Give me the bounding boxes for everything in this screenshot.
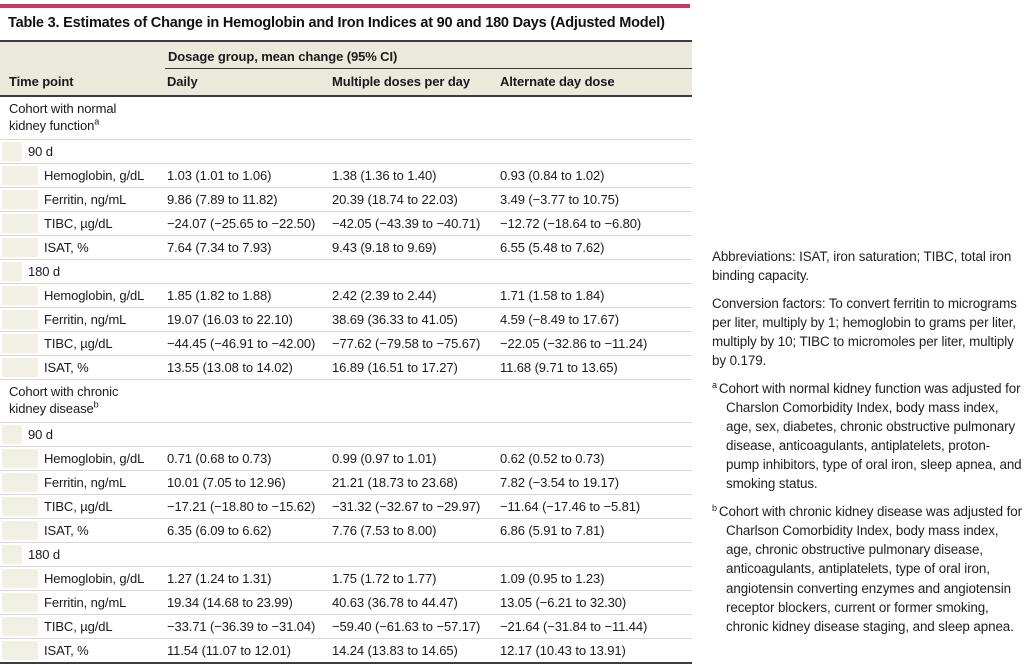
value-cell: 1.38 (1.36 to 1.40) xyxy=(330,163,498,187)
value-cell: 40.63 (36.78 to 44.47) xyxy=(330,590,498,614)
footnote-b-marker: b xyxy=(712,502,717,513)
timepoint-cell: 90 d xyxy=(0,139,692,163)
value-cell: −21.64 (−31.84 to −11.44) xyxy=(498,614,692,638)
value-cell: 2.42 (2.39 to 2.44) xyxy=(330,283,498,307)
table-row-metric xyxy=(0,283,692,307)
metric-label-cell: ISAT, % xyxy=(0,355,165,379)
column-header-daily: Daily xyxy=(165,69,330,97)
value-cell: 0.93 (0.84 to 1.02) xyxy=(498,163,692,187)
table-header xyxy=(0,41,692,96)
table-row-section xyxy=(0,96,692,139)
table-row-time xyxy=(0,259,692,283)
value-cell: −17.21 (−18.80 to −15.62) xyxy=(165,494,330,518)
table-title: Table 3. Estimates of Change in Hemoglobin and Iron Indices at 90 and 180 Days (Adjusted Model) xyxy=(8,15,665,31)
value-cell: 1.71 (1.58 to 1.84) xyxy=(498,283,692,307)
value-cell: 0.62 (0.52 to 0.73) xyxy=(498,446,692,470)
value-cell: 10.01 (7.05 to 12.96) xyxy=(165,470,330,494)
abbreviations-note: Abbreviations: ISAT, iron saturation; TIBC, total iron binding capacity. xyxy=(712,249,1012,284)
header-spacer-cell xyxy=(0,41,165,69)
value-cell: 13.05 (−6.21 to 32.30) xyxy=(498,590,692,614)
metric-label-cell: ISAT, % xyxy=(0,518,165,542)
value-cell: −22.05 (−32.86 to −11.24) xyxy=(498,331,692,355)
metric-label-cell: TIBC, µg/dL xyxy=(0,331,165,355)
footnote-a xyxy=(712,379,1022,493)
metric-label-cell: ISAT, % xyxy=(0,235,165,259)
table-row-metric xyxy=(0,446,692,470)
timepoint-cell: 180 d xyxy=(0,259,692,283)
value-cell: −44.45 (−46.91 to −42.00) xyxy=(165,331,330,355)
table-row-metric xyxy=(0,518,692,542)
column-header-row xyxy=(0,69,692,97)
value-cell: −11.64 (−17.46 to −5.81) xyxy=(498,494,692,518)
table-row-metric xyxy=(0,590,692,614)
value-cell: 7.64 (7.34 to 7.93) xyxy=(165,235,330,259)
value-cell: 13.55 (13.08 to 14.02) xyxy=(165,355,330,379)
table-row-metric xyxy=(0,638,692,663)
value-cell: 38.69 (36.33 to 41.05) xyxy=(330,307,498,331)
value-cell: 20.39 (18.74 to 22.03) xyxy=(330,187,498,211)
section-footnote-marker: a xyxy=(94,116,100,127)
metric-label-cell: Ferritin, ng/mL xyxy=(0,590,165,614)
column-header-multiple-doses: Multiple doses per day xyxy=(330,69,498,97)
table-row-section xyxy=(0,379,692,422)
timepoint-cell: 90 d xyxy=(0,422,692,446)
value-cell: 6.55 (5.48 to 7.62) xyxy=(498,235,692,259)
value-cell: −42.05 (−43.39 to −40.71) xyxy=(330,211,498,235)
table-row-metric xyxy=(0,331,692,355)
value-cell: 1.75 (1.72 to 1.77) xyxy=(330,566,498,590)
group-header-row xyxy=(0,41,692,69)
accent-bar xyxy=(0,4,690,8)
table-row-metric xyxy=(0,566,692,590)
value-cell: −31.32 (−32.67 to −29.97) xyxy=(330,494,498,518)
footnotes xyxy=(712,247,1022,645)
metric-label-cell: ISAT, % xyxy=(0,638,165,663)
data-table xyxy=(0,40,692,664)
metric-label-cell: Hemoglobin, g/dL xyxy=(0,566,165,590)
footnote-b-text: Cohort with chronic kidney disease was adjusted for Charlson Comorbidity Index, body mass index, age, chronic obstructive pulmonary disease, anticoagulants, antiplatelets, type of oral iron, angiotensin converting enzymes and angiotensin receptor blockers, current or former smoking, chronic kidney disease staging, and sleep apnea. xyxy=(718,504,1022,634)
column-header-alternate-day: Alternate day dose xyxy=(498,69,692,97)
table-row-metric xyxy=(0,235,692,259)
section-label: Cohort with chronic kidney disease$^b$ xyxy=(9,383,119,416)
value-cell: 11.68 (9.71 to 13.65) xyxy=(498,355,692,379)
table-row-metric xyxy=(0,187,692,211)
metric-label-cell: TIBC, µg/dL xyxy=(0,614,165,638)
table-row-time xyxy=(0,422,692,446)
value-cell: −77.62 (−79.58 to −75.67) xyxy=(330,331,498,355)
section-cell xyxy=(0,96,692,139)
value-cell: −59.40 (−61.63 to −57.17) xyxy=(330,614,498,638)
table-row-time xyxy=(0,542,692,566)
value-cell: 14.24 (13.83 to 14.65) xyxy=(330,638,498,663)
value-cell: 1.09 (0.95 to 1.23) xyxy=(498,566,692,590)
metric-label-cell: TIBC, µg/dL xyxy=(0,494,165,518)
metric-label-cell: Ferritin, ng/mL xyxy=(0,470,165,494)
value-cell: 7.76 (7.53 to 8.00) xyxy=(330,518,498,542)
conversion-note: Conversion factors: To convert ferritin to micrograms per liter, multiply by 1; hemoglobin to grams per liter, multiply by 10; TIBC to micromoles per liter, multiply by 0.179. xyxy=(712,296,1017,369)
table-row-metric xyxy=(0,307,692,331)
value-cell: 3.49 (−3.77 to 10.75) xyxy=(498,187,692,211)
metric-label-cell: Hemoglobin, g/dL xyxy=(0,163,165,187)
value-cell: 0.71 (0.68 to 0.73) xyxy=(165,446,330,470)
section-footnote-marker: b xyxy=(93,399,99,410)
table-row-metric xyxy=(0,163,692,187)
table xyxy=(0,40,692,664)
footnote-a-marker: a xyxy=(712,379,717,390)
value-cell: 1.85 (1.82 to 1.88) xyxy=(165,283,330,307)
table-row-metric xyxy=(0,614,692,638)
value-cell: 9.43 (9.18 to 9.69) xyxy=(330,235,498,259)
value-cell: −33.71 (−36.39 to −31.04) xyxy=(165,614,330,638)
metric-label-cell: TIBC, µg/dL xyxy=(0,211,165,235)
value-cell: 1.03 (1.01 to 1.06) xyxy=(165,163,330,187)
value-cell: 1.27 (1.24 to 1.31) xyxy=(165,566,330,590)
table-body xyxy=(0,96,692,663)
footnote-a-text: Cohort with normal kidney function was adjusted for Charslon Comorbidity Index, body mass index, age, sex, diabetes, chronic obstructive pulmonary disease, anticoagulants, antiplatelets, proton-pump inhibitors, type of oral iron, sleep apnea, and smoking status. xyxy=(718,381,1022,492)
value-cell: 19.34 (14.68 to 23.99) xyxy=(165,590,330,614)
metric-label-cell: Hemoglobin, g/dL xyxy=(0,446,165,470)
value-cell: 9.86 (7.89 to 11.82) xyxy=(165,187,330,211)
table-row-metric xyxy=(0,211,692,235)
value-cell: −12.72 (−18.64 to −6.80) xyxy=(498,211,692,235)
footnote-b xyxy=(712,502,1022,635)
value-cell: 12.17 (10.43 to 13.91) xyxy=(498,638,692,663)
metric-label-cell: Ferritin, ng/mL xyxy=(0,187,165,211)
value-cell: −24.07 (−25.65 to −22.50) xyxy=(165,211,330,235)
value-cell: 11.54 (11.07 to 12.01) xyxy=(165,638,330,663)
table-row-metric xyxy=(0,470,692,494)
value-cell: 19.07 (16.03 to 22.10) xyxy=(165,307,330,331)
value-cell: 6.35 (6.09 to 6.62) xyxy=(165,518,330,542)
value-cell: 16.89 (16.51 to 17.27) xyxy=(330,355,498,379)
metric-label-cell: Ferritin, ng/mL xyxy=(0,307,165,331)
value-cell: 6.86 (5.91 to 7.81) xyxy=(498,518,692,542)
value-cell: 0.99 (0.97 to 1.01) xyxy=(330,446,498,470)
value-cell: 4.59 (−8.49 to 17.67) xyxy=(498,307,692,331)
table-row-time xyxy=(0,139,692,163)
table-row-metric xyxy=(0,494,692,518)
timepoint-cell: 180 d xyxy=(0,542,692,566)
column-header-timepoint: Time point xyxy=(0,69,165,97)
value-cell: 7.82 (−3.54 to 19.17) xyxy=(498,470,692,494)
table-row-metric xyxy=(0,355,692,379)
group-header-cell: Dosage group, mean change (95% CI) xyxy=(165,41,692,69)
metric-label-cell: Hemoglobin, g/dL xyxy=(0,283,165,307)
section-cell xyxy=(0,379,692,422)
value-cell: 21.21 (18.73 to 23.68) xyxy=(330,470,498,494)
section-label: Cohort with normal kidney function$^a$ xyxy=(9,101,117,133)
